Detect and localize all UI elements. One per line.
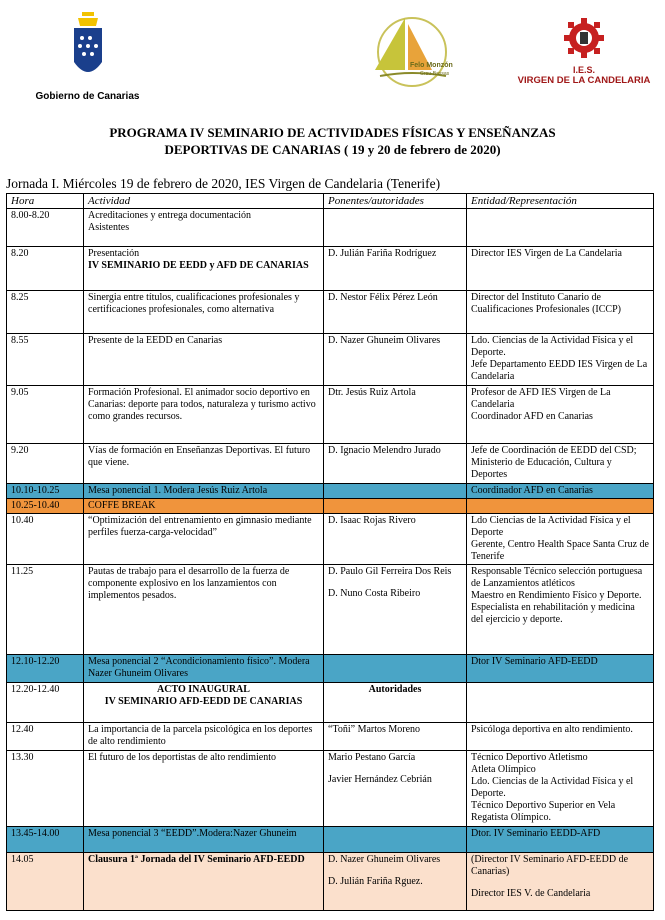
program-table	[6, 193, 654, 911]
hora-cell: 8.20	[7, 247, 84, 291]
header-hora: Hora	[7, 194, 84, 209]
table-row	[7, 751, 654, 827]
ponente-cell: D. Nestor Félix Pérez León	[324, 291, 467, 334]
table-row	[7, 723, 654, 751]
table-row-mesa-3	[7, 827, 654, 853]
ponente-cell	[324, 499, 467, 514]
actividad-cell: “Optimización del entrenamiento en gimnasio mediante perfiles fuerza-carga-velocidad”	[84, 514, 324, 565]
ponente-cell	[324, 827, 467, 853]
table-row-mesa-2	[7, 655, 654, 683]
gobierno-canarias-label: Gobierno de Canarias	[35, 91, 140, 102]
header-ponentes: Ponentes/autoridades	[324, 194, 467, 209]
ponente-cell: D. Ignacio Melendro Jurado	[324, 444, 467, 484]
ponente-text-2: Javier Hernández Cebrián	[328, 774, 432, 785]
entidad-cell: Dtor. IV Seminario EEDD-AFD	[467, 827, 654, 853]
hora-cell: 10.40	[7, 514, 84, 565]
entidad-text-3: Ldo. Ciencias de la Actividad Física y el Deporte.	[471, 776, 634, 799]
entidad-cell: Director IES Virgen de La Candelaria	[467, 247, 654, 291]
actividad-cell: Presente de la EEDD en Canarias	[84, 334, 324, 386]
entidad-cell	[467, 499, 654, 514]
ponente-cell: Autoridades	[324, 683, 467, 723]
ponente-cell: Dtr. Jesús Ruiz Artola	[324, 386, 467, 444]
ies-candelaria-logo	[505, 18, 663, 86]
table-row	[7, 291, 654, 334]
hora-cell: 12.20-12.40	[7, 683, 84, 723]
actividad-cell	[84, 247, 324, 291]
table-row-acto-inaugural	[7, 683, 654, 723]
actividad-cell: Pautas de trabajo para el desarrollo de la fuerza de componente explosivo en los lanzamientos con implementos pesados.	[84, 565, 324, 655]
gear-icon	[564, 18, 604, 58]
title-line-1: PROGRAMA IV SEMINARIO DE ACTIVIDADES FÍSICAS Y ENSEÑANZAS	[109, 125, 556, 140]
entidad-text-2: Jefe Departamento EEDD IES Virgen de La Candelaria	[471, 359, 648, 382]
actividad-text-2: IV SEMINARIO AFD-EEDD DE CANARIAS	[104, 696, 303, 707]
title-line-2: DEPORTIVAS DE CANARIAS ( 19 y 20 de febrero de 2020)	[164, 142, 501, 157]
entidad-cell	[467, 334, 654, 386]
ies-label: I.E.S.	[572, 65, 595, 75]
ponente-cell	[324, 655, 467, 683]
actividad-text-2: Asistentes	[88, 222, 130, 233]
actividad-cell: Sinergia entre títulos, cualificaciones profesionales y certificaciones profesionales, como alternativa	[84, 291, 324, 334]
entidad-text: Técnico Deportivo Atletismo	[471, 752, 588, 763]
hora-cell: 13.30	[7, 751, 84, 827]
entidad-text-2: Coordinador AFD en Canarias	[471, 411, 593, 422]
felo-monzon-logo	[360, 10, 490, 90]
header-actividad: Actividad	[84, 194, 324, 209]
table-row	[7, 565, 654, 655]
ponente-cell: D. Nazer Ghuneim Olivares	[324, 334, 467, 386]
table-row	[7, 247, 654, 291]
actividad-text: Acreditaciones y entrega documentación	[88, 210, 251, 221]
actividad-cell	[84, 683, 324, 723]
table-row	[7, 209, 654, 247]
gobierno-canarias-logo	[30, 12, 145, 102]
actividad-text-2: IV SEMINARIO DE EEDD y AFD DE CANARIAS	[88, 260, 309, 271]
header-entidad: Entidad/Representación	[467, 194, 654, 209]
entidad-cell: Coordinador AFD en Canarias	[467, 484, 654, 499]
ponente-cell: “Toñi” Martos Moreno	[324, 723, 467, 751]
hora-cell: 10.10-10.25	[7, 484, 84, 499]
ponente-cell: D. Isaac Rojas Rivero	[324, 514, 467, 565]
felo-monzon-sublabel: Grau-Bassas	[420, 71, 450, 77]
felo-monzon-label: Felo Monzón	[410, 62, 453, 69]
entidad-cell	[467, 751, 654, 827]
table-row-mesa-1	[7, 484, 654, 499]
actividad-text: Presentación	[88, 248, 140, 259]
ponente-cell: D. Julián Fariña Rodríguez	[324, 247, 467, 291]
actividad-cell: Mesa ponencial 3 “EEDD”.Modera:Nazer Ghuneim	[84, 827, 324, 853]
canarias-shield-icon	[68, 12, 108, 84]
logo-bar	[0, 0, 665, 108]
entidad-text: Ldo Ciencias de la Actividad Física y el Deporte	[471, 515, 631, 538]
entidad-cell	[467, 853, 654, 911]
entidad-cell	[467, 209, 654, 247]
hora-cell: 12.10-12.20	[7, 655, 84, 683]
entidad-text-2: Gerente, Centro Health Space Santa Cruz de Tenerife	[471, 539, 649, 562]
entidad-cell: Dtor IV Seminario AFD-EEDD	[467, 655, 654, 683]
entidad-text-4: Técnico Deportivo Superior en Vela Regatista Olímpico.	[471, 800, 616, 823]
actividad-cell: La importancia de la parcela psicológica en los deportes de alto rendimiento	[84, 723, 324, 751]
ponente-cell	[324, 751, 467, 827]
entidad-text-2: Atleta Olímpico	[471, 764, 536, 775]
table-row	[7, 514, 654, 565]
table-row-coffee-break	[7, 499, 654, 514]
entidad-text-2: Director IES V. de Candelaria	[471, 888, 591, 899]
entidad-cell	[467, 514, 654, 565]
entidad-text: Ldo. Ciencias de la Actividad Física y el Deporte.	[471, 335, 634, 358]
actividad-cell: Vías de formación en Enseñanzas Deportivas. El futuro que viene.	[84, 444, 324, 484]
hora-cell: 13.45-14.00	[7, 827, 84, 853]
table-row	[7, 386, 654, 444]
actividad-cell: Mesa ponencial 2 “Acondicionamiento físico”. Modera Nazer Ghuneim Olivares	[84, 655, 324, 683]
entidad-cell	[467, 565, 654, 655]
ies-name-label: VIRGEN DE LA CANDELARIA	[517, 75, 651, 86]
entidad-cell: Psicóloga deportiva en alto rendimiento.	[467, 723, 654, 751]
page-title	[20, 124, 645, 158]
jornada-heading: Jornada I. Miércoles 19 de febrero de 2020, IES Virgen de Candelaria (Tenerife)	[6, 176, 441, 191]
actividad-cell: COFFE BREAK	[84, 499, 324, 514]
table-row	[7, 444, 654, 484]
ponente-cell	[324, 484, 467, 499]
actividad-cell: El futuro de los deportistas de alto rendimiento	[84, 751, 324, 827]
actividad-cell: Mesa ponencial 1. Modera Jesús Ruiz Artola	[84, 484, 324, 499]
hora-cell: 11.25	[7, 565, 84, 655]
ponente-cell	[324, 209, 467, 247]
entidad-cell: Jefe de Coordinación de EEDD del CSD; Ministerio de Educación, Cultura y Deportes	[467, 444, 654, 484]
table-row	[7, 334, 654, 386]
actividad-text: ACTO INAUGURAL	[157, 684, 250, 695]
entidad-text: (Director IV Seminario AFD-EEDD de Canarias)	[471, 854, 629, 877]
ponente-text: Mario Pestano García	[328, 752, 416, 763]
hora-cell: 10.25-10.40	[7, 499, 84, 514]
hora-cell: 14.05	[7, 853, 84, 911]
table-row-clausura	[7, 853, 654, 911]
ponente-cell	[324, 565, 467, 655]
entidad-cell	[467, 683, 654, 723]
entidad-cell	[467, 386, 654, 444]
entidad-text-2: Maestro en Rendimiento Físico y Deporte. Especialista en rehabilitación y medicina del ejercicio y deporte.	[471, 590, 642, 625]
ponente-text: D. Paulo Gil Ferreira Dos Reis	[328, 566, 452, 577]
ponente-text-2: D. Julián Fariña Rguez.	[328, 876, 423, 887]
hora-cell: 8.00-8.20	[7, 209, 84, 247]
actividad-cell: Formación Profesional. El animador socio deportivo en Canarias: deporte para todos, naturaleza y turismo activo como grandes recursos.	[84, 386, 324, 444]
table-header-row	[7, 194, 654, 209]
sailboat-icon	[360, 10, 490, 90]
ponente-cell	[324, 853, 467, 911]
entidad-cell: Director del Instituto Canario de Cualificaciones Profesionales (ICCP)	[467, 291, 654, 334]
hora-cell: 8.25	[7, 291, 84, 334]
entidad-text: Profesor de AFD IES Virgen de La Candelaria	[471, 387, 611, 410]
entidad-text: Responsable Técnico selección portuguesa de Lanzamientos atléticos	[471, 566, 643, 589]
actividad-cell	[84, 209, 324, 247]
actividad-cell: Clausura 1ª Jornada del IV Seminario AFD-EEDD	[84, 853, 324, 911]
ponente-text-2: D. Nuno Costa Ribeiro	[328, 588, 421, 599]
hora-cell: 8.55	[7, 334, 84, 386]
hora-cell: 9.05	[7, 386, 84, 444]
hora-cell: 9.20	[7, 444, 84, 484]
ponente-text: D. Nazer Ghuneim Olivares	[328, 854, 441, 865]
hora-cell: 12.40	[7, 723, 84, 751]
